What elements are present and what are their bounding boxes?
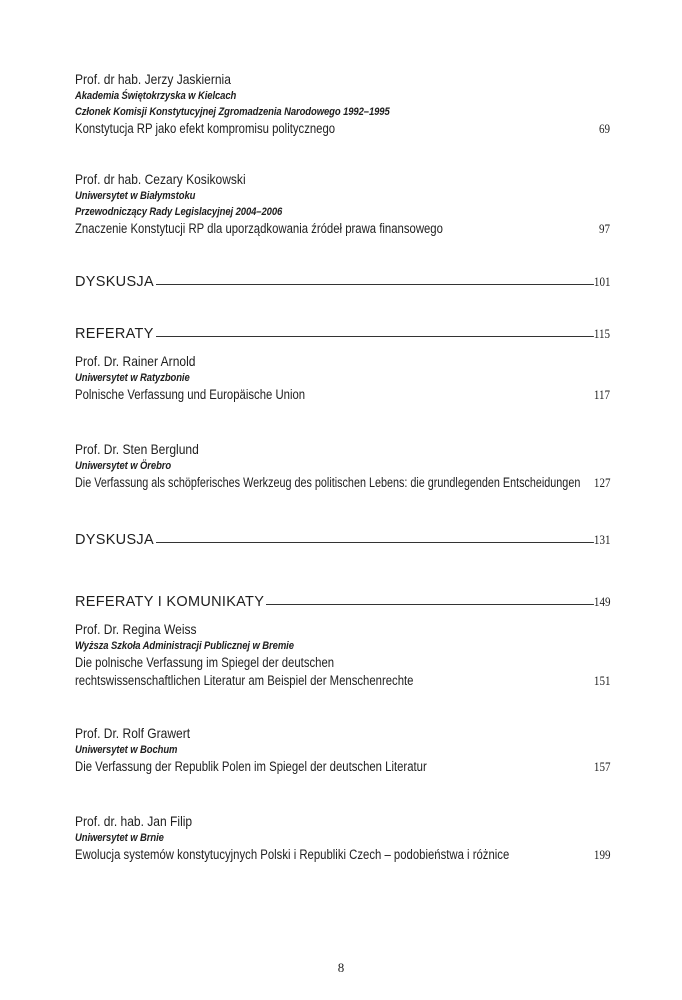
toc-entry [75, 620, 610, 690]
entry-page-number: 157 [593, 759, 610, 774]
section-page-number: 149 [593, 594, 610, 609]
affiliation: Uniwersytet w Białymstoku [75, 190, 196, 202]
toc-entry [75, 812, 610, 864]
footer-page-number: 8 [337, 960, 345, 975]
affiliation: Członek Komisji Konstytucyjnej Zgromadzenia Narodowego 1992–1995 [75, 106, 390, 118]
entry-title-row [75, 758, 610, 776]
section-label: DYSKUSJA [75, 532, 154, 548]
author-name: Prof. dr. hab. Jan Filip [75, 813, 193, 829]
author-name: Prof. Dr. Rainer Arnold [75, 353, 196, 369]
toc-entry [75, 352, 610, 404]
affiliation: Przewodniczący Rady Legislacyjnej 2004–2006 [75, 206, 283, 218]
entry-page-number: 199 [593, 847, 610, 862]
entry-title-row [75, 220, 610, 238]
affiliation: Uniwersytet w Örebro [75, 460, 172, 472]
entry-title-row [75, 846, 610, 864]
entry-title: Znaczenie Konstytucji RP dla uporządkowania źródeł prawa finansowego [75, 221, 443, 236]
entry-title: Die Verfassung der Republik Polen im Spiegel der deutschen Literatur [75, 759, 427, 774]
entry-title-row [75, 672, 610, 690]
toc-entry [75, 440, 610, 492]
entry-title-row [75, 474, 610, 492]
entry-page-number: 69 [598, 121, 610, 136]
entry-title-row [75, 386, 610, 404]
section-heading [75, 584, 610, 610]
section-heading [75, 316, 610, 342]
section-page-number: 115 [593, 326, 610, 341]
entry-page-number: 117 [593, 387, 610, 402]
section-label: DYSKUSJA [75, 274, 154, 290]
author-name: Prof. Dr. Rolf Grawert [75, 725, 191, 741]
affiliation: Akademia Świętokrzyska w Kielcach [75, 90, 237, 102]
entry-title: Die polnische Verfassung im Spiegel der deutschen [75, 655, 335, 670]
section-label: REFERATY I KOMUNIKATY [75, 594, 265, 610]
author-name: Prof. Dr. Regina Weiss [75, 621, 197, 637]
entry-title-row [75, 120, 610, 138]
entry-title: Die Verfassung als schöpferisches Werkzeug des politischen Lebens: die grundlegenden Entscheidungen [75, 475, 581, 490]
section-label: REFERATY [75, 326, 154, 342]
toc-entry [75, 724, 610, 776]
entry-page-number: 97 [598, 221, 610, 236]
entry-title: Ewolucja systemów konstytucyjnych Polski i Republiki Czech – podobieństwa i różnice [75, 847, 510, 862]
entry-title: rechtswissenschaftlichen Literatur am Beispiel der Menschenrechte [75, 673, 414, 688]
section-heading [75, 522, 610, 548]
section-heading [75, 264, 610, 290]
toc-entry [75, 170, 610, 238]
affiliation: Uniwersytet w Ratyzbonie [75, 372, 190, 384]
entry-title-row [75, 654, 610, 672]
section-page-number: 131 [593, 532, 610, 547]
entry-page-number: 151 [593, 673, 610, 688]
author-name: Prof. dr hab. Jerzy Jaskiernia [75, 71, 231, 87]
author-name: Prof. dr hab. Cezary Kosikowski [75, 171, 246, 187]
entry-title: Konstytucja RP jako efekt kompromisu politycznego [75, 121, 336, 136]
entry-title: Polnische Verfassung und Europäische Union [75, 387, 306, 402]
entry-page-number: 127 [593, 475, 610, 490]
section-page-number: 101 [593, 274, 610, 289]
affiliation: Uniwersytet w Bochum [75, 744, 178, 756]
affiliation: Wyższa Szkoła Administracji Publicznej w Bremie [75, 640, 294, 652]
author-name: Prof. Dr. Sten Berglund [75, 441, 199, 457]
toc-entry [75, 70, 610, 138]
affiliation: Uniwersytet w Brnie [75, 832, 164, 844]
